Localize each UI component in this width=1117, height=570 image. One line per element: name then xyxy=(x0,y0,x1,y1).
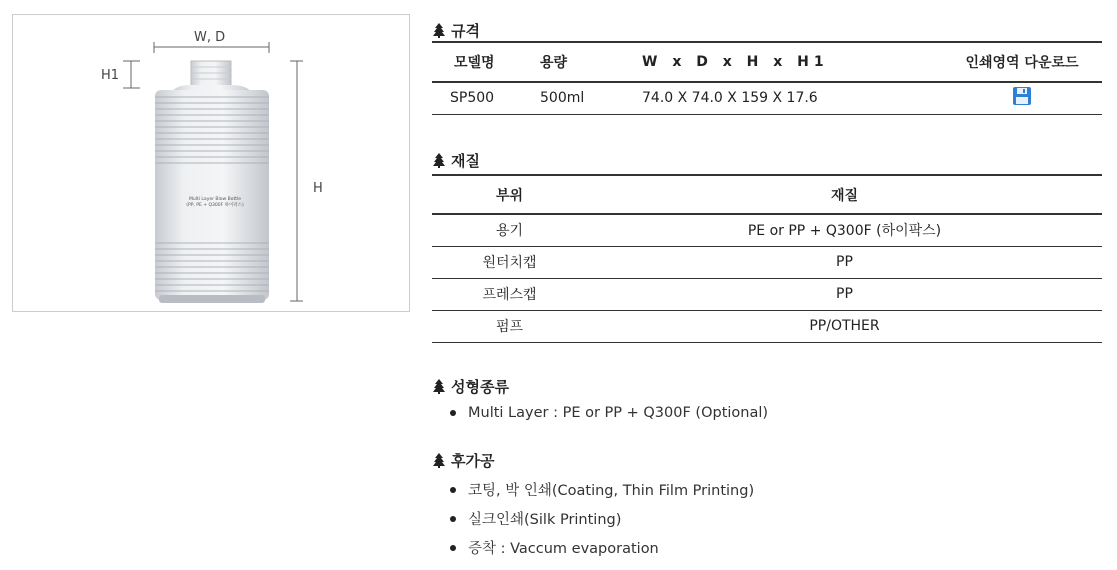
col-capacity: 용량 xyxy=(540,55,568,71)
download-cell xyxy=(942,82,1102,114)
bottle-print-label xyxy=(185,197,245,209)
col-material: 재질 xyxy=(830,187,859,204)
col-dimensions: W x D x H x H1 xyxy=(642,54,829,70)
table-row xyxy=(432,278,1102,310)
list-item xyxy=(450,479,754,500)
part-cell: 펌프 xyxy=(495,319,524,335)
table-row xyxy=(432,246,1102,278)
list-item-text: 코팅, 박 인쇄(Coating, Thin Film Printing) xyxy=(468,483,755,499)
material-title-text: 재질 xyxy=(451,152,480,170)
table-row xyxy=(432,310,1102,342)
material-cell: PP/OTHER xyxy=(809,318,880,334)
spec-table xyxy=(432,41,1102,115)
dimension-h-label: H xyxy=(313,181,323,196)
bottle-print-line2: (PP, PE + Q300F 하이팍스) xyxy=(186,203,244,208)
dimension-h1-label: H1 xyxy=(101,68,120,83)
spec-title-text: 규격 xyxy=(451,22,480,40)
list-item xyxy=(450,537,659,558)
list-item-text: 실크인쇄(Silk Printing) xyxy=(468,512,622,528)
molding-title-text: 성형종류 xyxy=(451,378,509,396)
spec-dims: 74.0 X 74.0 X 159 X 17.6 xyxy=(642,90,818,107)
dimension-wd-label: W, D xyxy=(194,30,226,45)
list-item xyxy=(450,405,768,421)
floppy-disk-icon xyxy=(1012,86,1032,106)
bullet-icon xyxy=(450,545,456,551)
post-section-title xyxy=(432,450,494,471)
list-item-text: Multi Layer : PE or PP + Q300F (Optional) xyxy=(468,405,769,421)
molding-section-title xyxy=(432,376,509,397)
bottle-print-line1: Multi Layer Blow Bottle xyxy=(189,197,241,202)
spec-capacity: 500ml xyxy=(540,90,585,107)
table-row xyxy=(432,214,1102,246)
part-cell: 용기 xyxy=(495,223,524,240)
post-title-text: 후가공 xyxy=(451,452,495,470)
spec-row xyxy=(432,82,1102,114)
material-section-title xyxy=(432,150,480,171)
col-model: 모델명 xyxy=(454,55,495,71)
download-button[interactable] xyxy=(1012,86,1032,110)
product-image xyxy=(12,14,410,312)
bottle-diagram xyxy=(13,15,411,313)
bullet-icon xyxy=(450,516,456,522)
tree-icon xyxy=(432,23,446,38)
col-download: 인쇄영역 다운로드 xyxy=(965,55,1079,71)
list-item xyxy=(450,508,621,529)
col-part: 부위 xyxy=(495,187,524,204)
part-cell: 프레스캡 xyxy=(482,287,537,303)
tree-icon xyxy=(432,153,446,168)
material-cell: PE or PP + Q300F (하이팍스) xyxy=(747,223,942,240)
material-cell: PP xyxy=(836,286,853,302)
material-table xyxy=(432,174,1102,343)
bullet-icon xyxy=(450,410,456,416)
list-item-text: 증착 : Vaccum evaporation xyxy=(468,541,659,557)
spec-header-row xyxy=(432,42,1102,82)
material-cell: PP xyxy=(836,254,853,270)
part-cell: 원터치캡 xyxy=(482,255,537,271)
tree-icon xyxy=(432,379,446,394)
spec-section-title xyxy=(432,20,480,41)
material-header-row xyxy=(432,175,1102,214)
bullet-icon xyxy=(450,487,456,493)
spec-model: SP500 xyxy=(450,90,495,107)
tree-icon xyxy=(432,453,446,468)
